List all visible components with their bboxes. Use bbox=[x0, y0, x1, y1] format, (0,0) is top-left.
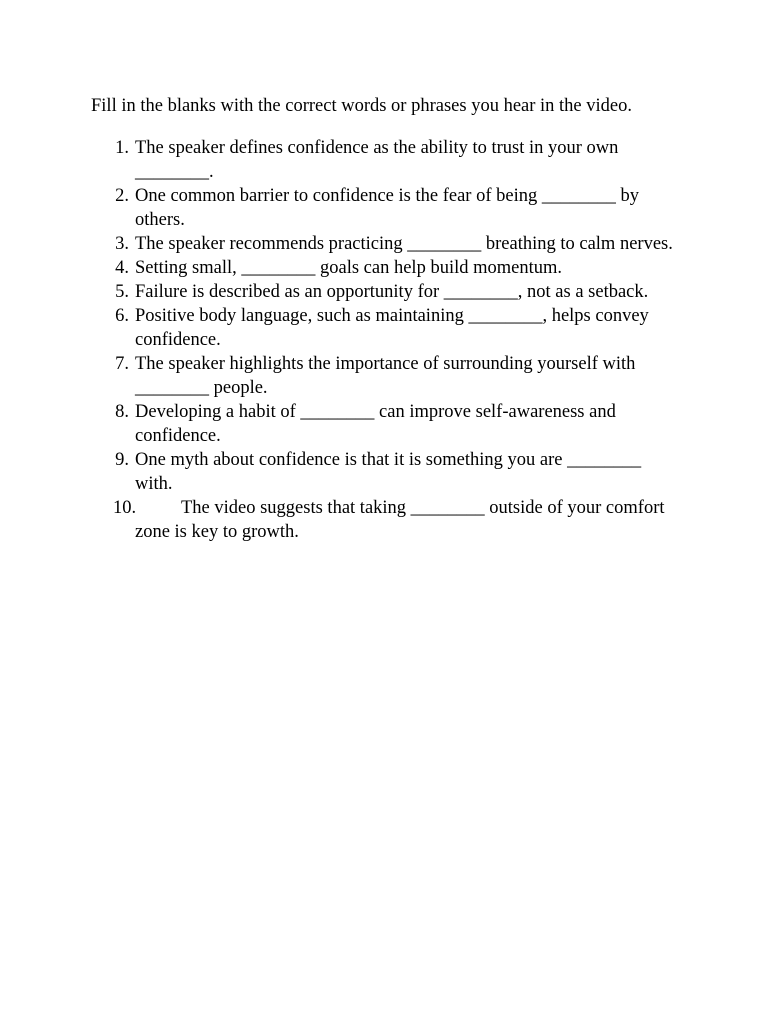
question-number: 7. bbox=[115, 354, 129, 374]
instructions-text: Fill in the blanks with the correct words or phrases you hear in the video. bbox=[91, 96, 632, 116]
question-text: Failure is described as an opportunity for ________, not as a setback. bbox=[135, 282, 649, 302]
question-text: The video suggests that taking ________ outside of your comfort zone is key to growth. bbox=[135, 498, 665, 542]
question-text: Developing a habit of ________ can improve self-awareness and confidence. bbox=[135, 402, 616, 446]
question-number: 10. bbox=[113, 498, 137, 518]
question-number: 4. bbox=[115, 258, 129, 278]
question-item bbox=[0, 136, 768, 184]
question-number: 9. bbox=[115, 450, 129, 470]
question-item bbox=[0, 496, 768, 544]
question-number: 5. bbox=[115, 282, 129, 302]
question-text: One common barrier to confidence is the fear of being ________ by others. bbox=[135, 186, 639, 230]
question-text: One myth about confidence is that it is something you are ________ with. bbox=[135, 450, 642, 494]
question-text: The speaker recommends practicing ________ breathing to calm nerves. bbox=[135, 234, 673, 254]
question-number: 8. bbox=[115, 402, 129, 422]
question-item bbox=[0, 184, 768, 232]
question-item bbox=[0, 232, 768, 256]
question-item bbox=[0, 400, 768, 448]
question-number: 3. bbox=[115, 234, 129, 254]
question-text: The speaker defines confidence as the ability to trust in your own ________. bbox=[135, 138, 619, 182]
question-number: 2. bbox=[115, 186, 129, 206]
question-item bbox=[0, 256, 768, 280]
question-text: The speaker highlights the importance of surrounding yourself with ________ people. bbox=[135, 354, 636, 398]
question-list bbox=[0, 136, 768, 544]
question-item bbox=[0, 280, 768, 304]
question-number: 1. bbox=[115, 138, 129, 158]
question-text: Setting small, ________ goals can help build momentum. bbox=[135, 258, 562, 278]
question-text: Positive body language, such as maintaining ________, helps convey confidence. bbox=[135, 306, 649, 350]
question-item bbox=[0, 304, 768, 352]
question-number: 6. bbox=[115, 306, 129, 326]
question-item bbox=[0, 352, 768, 400]
question-item bbox=[0, 448, 768, 496]
